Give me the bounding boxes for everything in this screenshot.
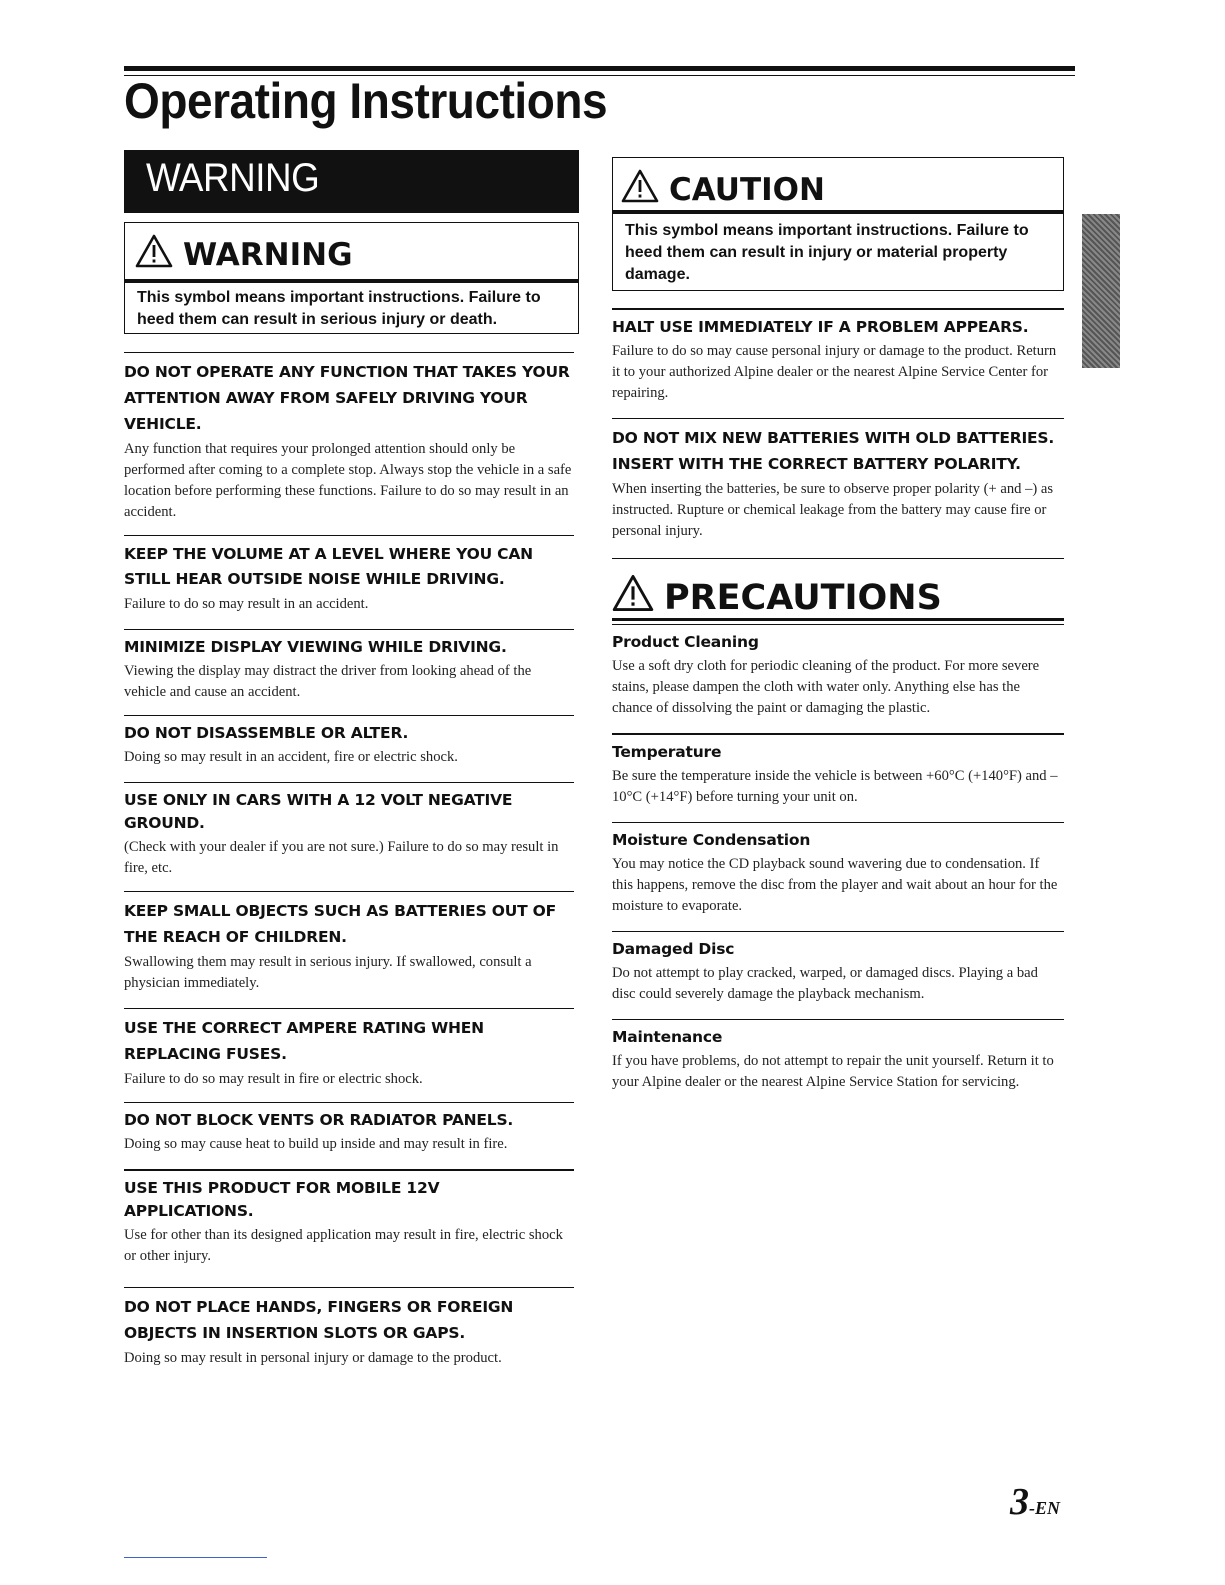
precaution-body: If you have problems, do not attempt to repair the unit yourself. Return it to your Alpine dealer or the nearest Alpine Service Station for servicing.	[612, 1053, 1054, 1090]
warning-banner-label: WARNING	[146, 156, 320, 200]
section-body: Use for other than its designed application may result in fire, electric shock or other injury.	[124, 1227, 563, 1264]
section-rule	[124, 352, 574, 353]
page-number	[1010, 1480, 1060, 1524]
warning-box	[124, 222, 579, 334]
warning-section	[124, 352, 574, 523]
section-rule	[124, 1287, 574, 1288]
precaution-body: Use a soft dry cloth for periodic cleaning of the product. For more severe stains, please dampen the cloth with water only. Anything else has the chance of dissolving the paint or damaging the plastic.	[612, 658, 1040, 716]
precaution-heading: Temperature	[612, 743, 722, 761]
section-body: Doing so may result in an accident, fire or electric shock.	[124, 749, 458, 765]
precaution-heading: Maintenance	[612, 1028, 723, 1046]
section-rule	[124, 782, 574, 783]
section-body: Failure to do so may result in an accident.	[124, 596, 369, 612]
section-body: (Check with your dealer if you are not sure.) Failure to do so may result in fire, etc.	[124, 839, 559, 876]
section-body: When inserting the batteries, be sure to observe proper polarity (+ and –) as instructed. Rupture or chemical leakage from the battery may cause fire or personal injury.	[612, 481, 1054, 539]
section-heading: MINIMIZE DISPLAY VIEWING WHILE DRIVING.	[124, 638, 507, 656]
caution-section	[612, 308, 1064, 404]
precaution-body: You may notice the CD playback sound wavering due to condensation. If this happens, remove the disc from the player and wait about an hour for the moisture to evaporate.	[612, 856, 1058, 914]
warning-triangle-icon	[135, 234, 173, 276]
precautions-list	[612, 618, 1064, 1093]
right-column	[612, 308, 1064, 559]
section-rule	[124, 629, 574, 630]
section-body: Failure to do so may result in fire or electric shock.	[124, 1071, 423, 1087]
precautions-rule	[612, 618, 1064, 621]
section-body: Swallowing them may result in serious injury. If swallowed, consult a physician immediately.	[124, 954, 532, 991]
caution-box	[612, 157, 1064, 291]
section-tab-marker	[1082, 214, 1120, 368]
section-body: Viewing the display may distract the driver from looking ahead of the vehicle and cause an accident.	[124, 663, 532, 700]
section-heading: USE ONLY IN CARS WITH A 12 VOLT NEGATIVE GROUND.	[124, 791, 513, 832]
section-heading: USE THE CORRECT AMPERE RATING WHEN REPLACING FUSES.	[124, 1019, 484, 1063]
warning-triangle-icon	[612, 574, 654, 621]
precautions-title: PRECAUTIONS	[664, 577, 942, 618]
section-heading: KEEP THE VOLUME AT A LEVEL WHERE YOU CAN STILL HEAR OUTSIDE NOISE WHILE DRIVING.	[124, 545, 533, 588]
precaution-heading: Moisture Condensation	[612, 831, 811, 849]
warning-box-title: WARNING	[183, 237, 353, 273]
section-rule	[612, 733, 1064, 735]
section-heading: DO NOT BLOCK VENTS OR RADIATOR PANELS.	[124, 1111, 514, 1129]
warning-box-rule	[125, 279, 578, 283]
section-heading: DO NOT DISASSEMBLE OR ALTER.	[124, 724, 409, 742]
section-rule	[612, 558, 1064, 559]
precautions-rule	[612, 624, 1064, 625]
precaution-item	[612, 631, 1064, 719]
precaution-body: Do not attempt to play cracked, warped, or damaged discs. Playing a bad disc could severely damage the playback mechanism.	[612, 965, 1038, 1002]
section-rule	[124, 535, 574, 536]
section-rule	[124, 715, 574, 716]
warning-section	[124, 1102, 574, 1155]
warning-section	[124, 1169, 574, 1267]
precaution-item	[612, 822, 1064, 917]
warning-section	[124, 629, 574, 703]
page-number-suffix: -EN	[1029, 1498, 1060, 1518]
precaution-item	[612, 1019, 1064, 1093]
warning-section	[124, 891, 574, 994]
caution-box-heading	[621, 168, 825, 212]
left-column	[124, 352, 574, 1369]
section-rule	[612, 418, 1064, 419]
precaution-item	[612, 931, 1064, 1005]
precaution-heading: Damaged Disc	[612, 940, 735, 958]
section-heading: HALT USE IMMEDIATELY IF A PROBLEM APPEARS.	[612, 318, 1029, 336]
section-heading: KEEP SMALL OBJECTS SUCH AS BATTERIES OUT OF THE REACH OF CHILDREN.	[124, 902, 557, 946]
section-body: Failure to do so may cause personal injury or damage to the product. Return it to your authorized Alpine dealer or the nearest Alpine Service Center for repairing.	[612, 343, 1057, 401]
warning-triangle-icon	[621, 169, 659, 211]
section-rule	[612, 1019, 1064, 1020]
warning-banner	[124, 150, 579, 213]
caution-box-text: This symbol means important instructions. Failure to heed them can result in injury or material property damage.	[625, 222, 1029, 283]
section-body: Doing so may cause heat to build up inside and may result in fire.	[124, 1136, 508, 1152]
section-body: Doing so may result in personal injury or damage to the product.	[124, 1350, 502, 1366]
footer-rule	[124, 1557, 267, 1558]
warning-box-heading	[135, 233, 353, 277]
section-rule	[124, 891, 574, 892]
precaution-body: Be sure the temperature inside the vehicle is between +60°C (+140°F) and –10°C (+14°F) before turning your unit on.	[612, 768, 1058, 805]
section-heading: USE THIS PRODUCT FOR MOBILE 12V APPLICATIONS.	[124, 1179, 440, 1220]
section-rule	[612, 308, 1064, 310]
precaution-item	[612, 733, 1064, 808]
precaution-heading: Product Cleaning	[612, 633, 759, 651]
section-rule	[612, 931, 1064, 932]
warning-box-text: This symbol means important instructions. Failure to heed them can result in serious injury or death.	[137, 289, 541, 328]
caution-box-rule	[613, 210, 1063, 214]
section-heading: DO NOT MIX NEW BATTERIES WITH OLD BATTERIES. INSERT WITH THE CORRECT BATTERY POLARITY.	[612, 429, 1055, 473]
warning-section	[124, 715, 574, 768]
section-rule	[124, 1169, 574, 1171]
section-rule	[124, 1102, 574, 1103]
warning-section	[124, 782, 574, 879]
section-rule	[124, 1008, 574, 1009]
page-title: Operating Instructions	[124, 73, 608, 129]
warning-section	[124, 1008, 574, 1090]
caution-section	[612, 418, 1064, 542]
precautions-heading	[612, 574, 942, 621]
caution-box-title: CAUTION	[669, 172, 825, 208]
warning-section	[124, 1287, 574, 1369]
title-rule-thick	[124, 66, 1075, 71]
section-body: Any function that requires your prolonged attention should only be performed after coming to a complete stop. Always stop the vehicle in a safe location before performing these functions. Failure to do so may result in an accident.	[124, 441, 572, 520]
warning-section	[124, 535, 574, 615]
section-rule	[612, 822, 1064, 823]
section-heading: DO NOT OPERATE ANY FUNCTION THAT TAKES YOUR ATTENTION AWAY FROM SAFELY DRIVING YOUR VEHICLE.	[124, 363, 570, 433]
section-heading: DO NOT PLACE HANDS, FINGERS OR FOREIGN OBJECTS IN INSERTION SLOTS OR GAPS.	[124, 1298, 514, 1342]
page-number-value: 3	[1010, 1481, 1029, 1523]
